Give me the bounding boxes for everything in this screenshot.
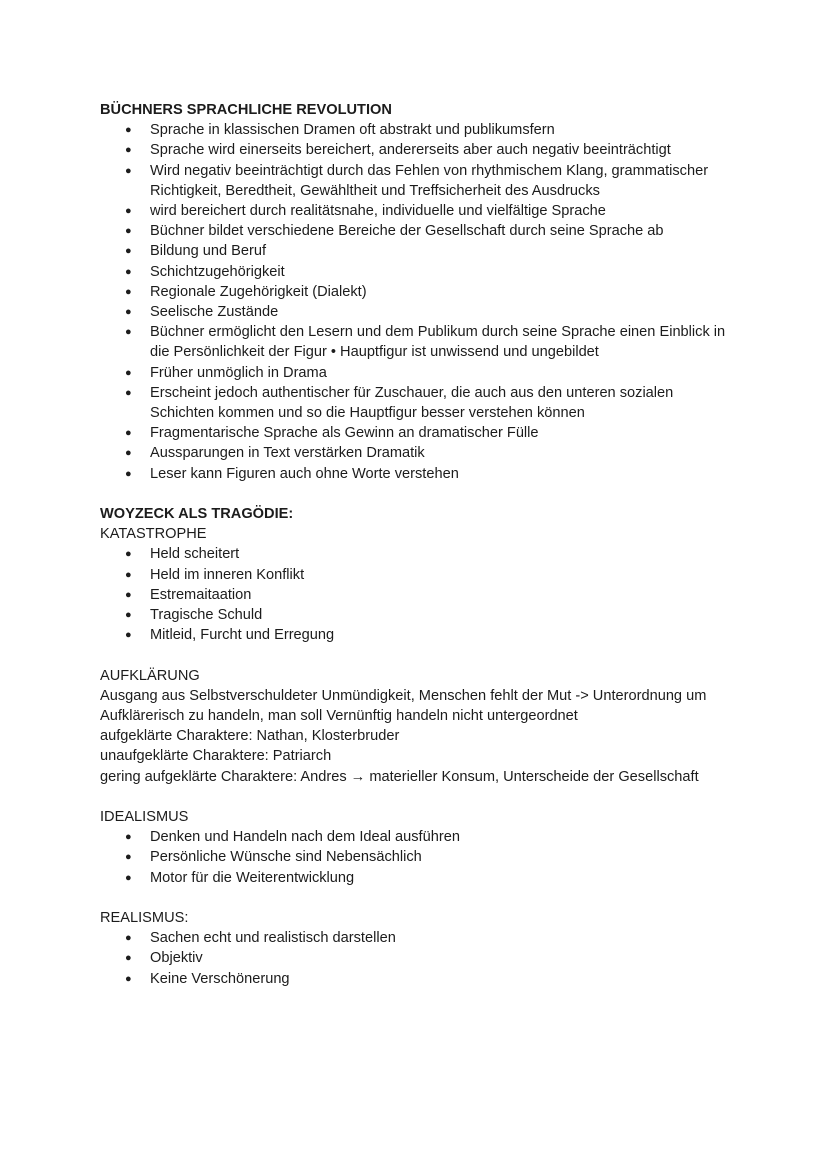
list-item: ● Persönliche Wünsche sind Nebensächlich	[100, 847, 740, 867]
list-item: ● Objektiv	[100, 948, 740, 968]
list-item: ● Früher unmöglich in Drama	[100, 363, 740, 383]
list-item: ● Wird negativ beeinträchtigt durch das Fehlen von rhythmischem Klang, grammatischer Richtigkeit, Beredtheit, Gewähltheit und Treffsicherheit des Ausdrucks	[100, 161, 740, 201]
list-idealismus	[100, 827, 740, 888]
list-item: ● Fragmentarische Sprache als Gewinn an dramatischer Fülle	[100, 423, 740, 443]
list-item: ● Sprache in klassischen Dramen oft abstrakt und publikumsfern	[100, 120, 740, 140]
list-sprachliche-revolution	[100, 120, 740, 484]
list-item: ● Motor für die Weiterentwicklung	[100, 868, 740, 888]
spacer	[100, 484, 740, 504]
subheading-katastrophe: KATASTROPHE	[100, 526, 207, 543]
list-item: ● Tragische Schuld	[100, 605, 740, 625]
list-item: ● Mitleid, Furcht und Erregung	[100, 625, 740, 645]
section-heading-aufklaerung: AUFKLÄRUNG	[100, 667, 200, 684]
list-item: ● Seelische Zustände	[100, 302, 740, 322]
list-item: ● Sprache wird einerseits bereichert, andererseits aber auch negativ beeinträchtigt	[100, 140, 740, 160]
list-item: ● Schichtzugehörigkeit	[100, 262, 740, 282]
list-item: ● Büchner bildet verschiedene Bereiche der Gesellschaft durch seine Sprache ab	[100, 221, 740, 241]
paragraph-line: Ausgang aus Selbstverschuldeter Unmündigkeit, Menschen fehlt der Mut -> Unterordnung um Aufklärerisch zu handeln, man soll Vernünftig handeln nicht untergeordnet	[100, 687, 707, 725]
list-katastrophe	[100, 544, 740, 645]
list-item: ● Sachen echt und realistisch darstellen	[100, 928, 740, 948]
list-item: ● Keine Verschönerung	[100, 969, 740, 989]
section-heading-woyzeck: WOYZECK ALS TRAGÖDIE:	[100, 506, 294, 523]
list-realismus	[100, 928, 740, 989]
paragraph-line: unaufgeklärte Charaktere: Patriarch	[100, 748, 332, 765]
list-item: ● Denken und Handeln nach dem Ideal ausführen	[100, 827, 740, 847]
spacer	[100, 645, 740, 665]
list-item: ● Büchner ermöglicht den Lesern und dem Publikum durch seine Sprache einen Einblick in die Persönlichkeit der Figur • Hauptfigur ist unwissend und ungebildet	[100, 322, 740, 362]
section-heading-idealismus: IDEALISMUS	[100, 809, 189, 826]
list-item: ● Leser kann Figuren auch ohne Worte verstehen	[100, 464, 740, 484]
list-item: ● Aussparungen in Text verstärken Dramatik	[100, 443, 740, 463]
list-item: ● Held im inneren Konflikt	[100, 565, 740, 585]
paragraph-line: aufgeklärte Charaktere: Nathan, Klosterbruder	[100, 728, 400, 745]
spacer	[100, 787, 740, 807]
list-item: ● Erscheint jedoch authentischer für Zuschauer, die auch aus den unteren sozialen Schichten kommen und so die Hauptfigur besser verstehen können	[100, 383, 740, 423]
spacer	[100, 888, 740, 908]
section-heading-sprachliche-revolution: BÜCHNERS SPRACHLICHE REVOLUTION	[100, 102, 392, 118]
list-item: ● Bildung und Beruf	[100, 241, 740, 261]
list-item: ● wird bereichert durch realitätsnahe, individuelle und vielfältige Sprache	[100, 201, 740, 221]
section-heading-realismus: REALISMUS:	[100, 910, 189, 927]
document-content	[100, 100, 740, 989]
list-item: ● Regionale Zugehörigkeit (Dialekt)	[100, 282, 740, 302]
list-item: ● Estremaitaation	[100, 585, 740, 605]
list-item: ● Held scheitert	[100, 544, 740, 564]
paragraph-line: gering aufgeklärte Charaktere: Andres → materieller Konsum, Unterscheide der Gesellschaft	[100, 768, 699, 785]
